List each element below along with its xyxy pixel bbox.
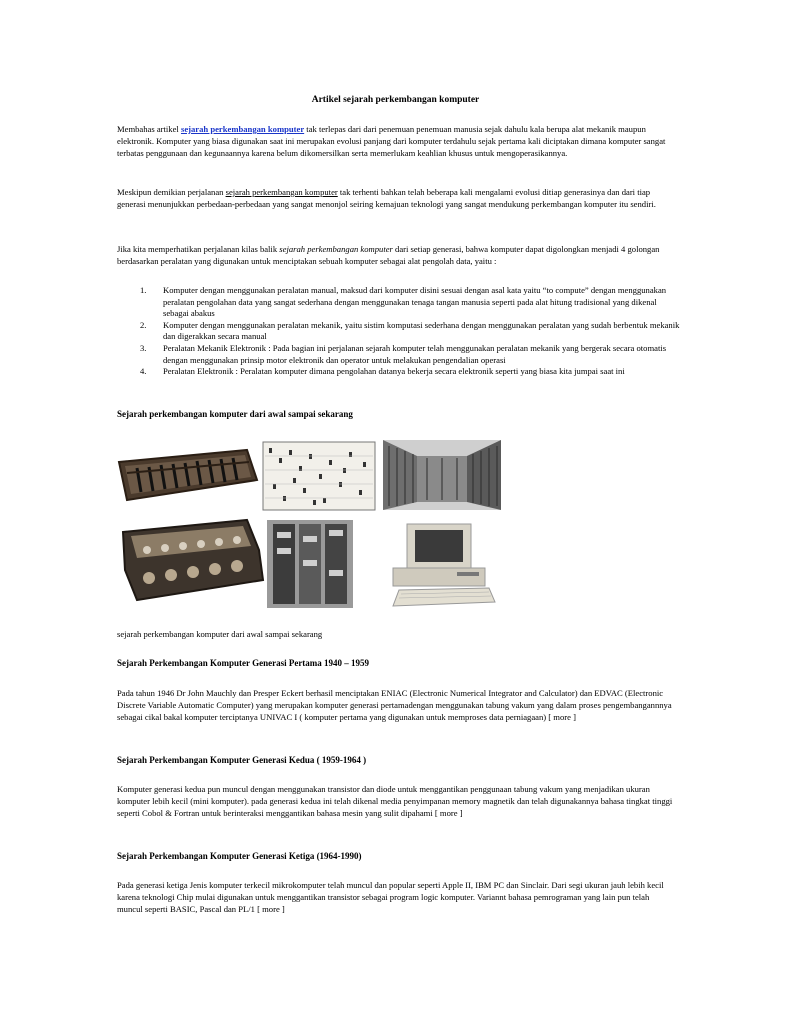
gen3-heading: Sejarah Perkembangan Komputer Generasi Ketiga (1964-1990) [117,851,362,861]
second-paragraph [117,186,677,210]
transistor-computer-image [267,520,353,608]
list-number: 1. [140,285,147,295]
image-caption: sejarah perkembangan komputer dari awal sampai sekarang [117,629,323,639]
intro-text-pre: Membahas artikel [117,124,181,134]
list-text: Komputer dengan menggunakan peralatan mekanik, yaitu sistim komputasi sederhana dengan menggunakan peralatan yang sudah berbentuk mekanik dan digerakkan secara manual [163,319,680,342]
list-text: Peralatan Elektronik : Peralatan komputer dimana pengolahan datanya bekerja secara elektronik seperti yang biasa kita jumpai saat ini [163,366,625,377]
gen2-paragraph: Komputer generasi kedua pun muncul dengan menggunakan transistor dan diode untuk menggantikan penggunaan tabung vakum yang menjadikan ukuran komputer lebih kecil (mini komputer). pada generasi kedua ini telah dikenal media penyimpanan memory magnetik dan telah digunakannya bahasa tingkat tinggi seperti Cobol & Fortran untuk berinteraksi menggantikan bahasa mesin yang sulit dipahami [ more ] [117,784,673,818]
list-number: 3. [140,342,147,353]
numbered-list [140,285,680,378]
gen3-paragraph: Pada generasi ketiga Jenis komputer terkecil mikrokomputer telah muncul dan popular seperti Apple II, IBM PC dan Sinclair. Dari segi ukuran jauh lebih kecil karena teknologi Chip mulai digunakan untuk menggantikan transistor sebagai program logic komputer. Variannt bahasa pemrograman yang lain pun telah muncul seperti BASIC, Pascal dan PL/1 [ more ] [117,880,664,914]
underlined-phrase: sejarah perkembangan komputer [225,187,338,197]
collage-svg [117,440,502,610]
third-text-pre: Jika kita memperhatikan perjalanan kilas balik [117,244,280,254]
page-title: Artikel sejarah perkembangan komputer [311,95,480,105]
list-item [140,285,680,320]
list-text: Peralatan Mekanik Elektronik : Pada bagian ini perjalanan sejarah komputer telah menggunakan peralatan mekanik yang bergerak secara otomatis dengan menggunakan prinsip motor elektronik dan operator untuk melakukan pengendalian operasi [163,342,667,365]
list-item [140,366,680,378]
article-link[interactable]: sejarah perkembangan komputer [180,124,305,134]
computer-history-collage [117,440,502,610]
second-text-pre: Meskipun demikian perjalanan [117,187,226,197]
list-number: 2. [140,319,147,330]
personal-computer-image [393,524,495,606]
list-number: 4. [140,366,147,377]
list-item [140,320,680,343]
gen2-heading: Sejarah Perkembangan Komputer Generasi Kedua ( 1959-1964 ) [117,755,367,765]
intro-text-post: tak terlepas dari dari penemuan penemuan manusia sejak dahulu kala berupa alat mekanik maupun elektronik. Komputer yang biasa digunakan saat ini merupakan evolusi panjang dari komputer terdahulu sejak pertama kali diciptakan dimana komputer sangat terbatas penggunaan dan kegunaannya karena belum dikomersilkan serta memerlukam keahlian khusus untuk mengoperasikannya. [117,124,666,158]
list-item [140,343,680,366]
eniac-image [383,440,501,510]
section-heading: Sejarah perkembangan komputer dari awal sampai sekarang [117,409,353,419]
gen1-paragraph: Pada tahun 1946 Dr John Mauchly dan Presper Eckert berhasil menciptakan ENIAC (Electronic Numerical Integrator and Calculator) dan EDVAC (Electronic Discrete Variable Automatic Computer) yang merupakan komputer generasi pertamadengan menggunakan tabung vakum yang dalam proses pengembangannnya sebagai cikal bakal komputer terciptanya UNIVAC I ( komputer pertama yang digunakan untuk memproses data perniagaan) [ more ] [117,688,672,722]
third-paragraph [117,243,677,267]
punched-card-image [263,442,375,510]
intro-paragraph [117,123,677,159]
second-text-post: tak terhenti bahkan telah beberapa kali mengalami evolusi ditiap generasinya dan dari tiap generasi menunjukkan perbedaan-perbedaan yang sangat menonjol seiring kemajuan teknologi yang sangat mendukung perkembangan komputer itu sendiri. [117,187,656,209]
mechanical-calculator-image [123,520,263,600]
italic-phrase: sejarah perkembangan komputer [279,244,393,254]
gen1-heading: Sejarah Perkembangan Komputer Generasi Pertama 1940 – 1959 [117,658,370,668]
abacus-image [119,450,257,500]
list-text: Komputer dengan menggunakan peralatan manual, maksud dari komputer disini sesuai dengan asal kata yaitu “to compute” dengan menggunakan peralatan pengolahan data yang sangat sederhana dengan menggunakan tenaga tangan manusia seperti pada alat hitung tradisional yang dikenal sebagai abakus [163,285,667,319]
third-text-post: dari setiap generasi, bahwa komputer dapat digolongkan menjadi 4 golongan berdasarkan peralatan yang digunakan untuk menciptakan sebuah komputer sebagai alat pengolah data, yaitu : [117,244,660,266]
